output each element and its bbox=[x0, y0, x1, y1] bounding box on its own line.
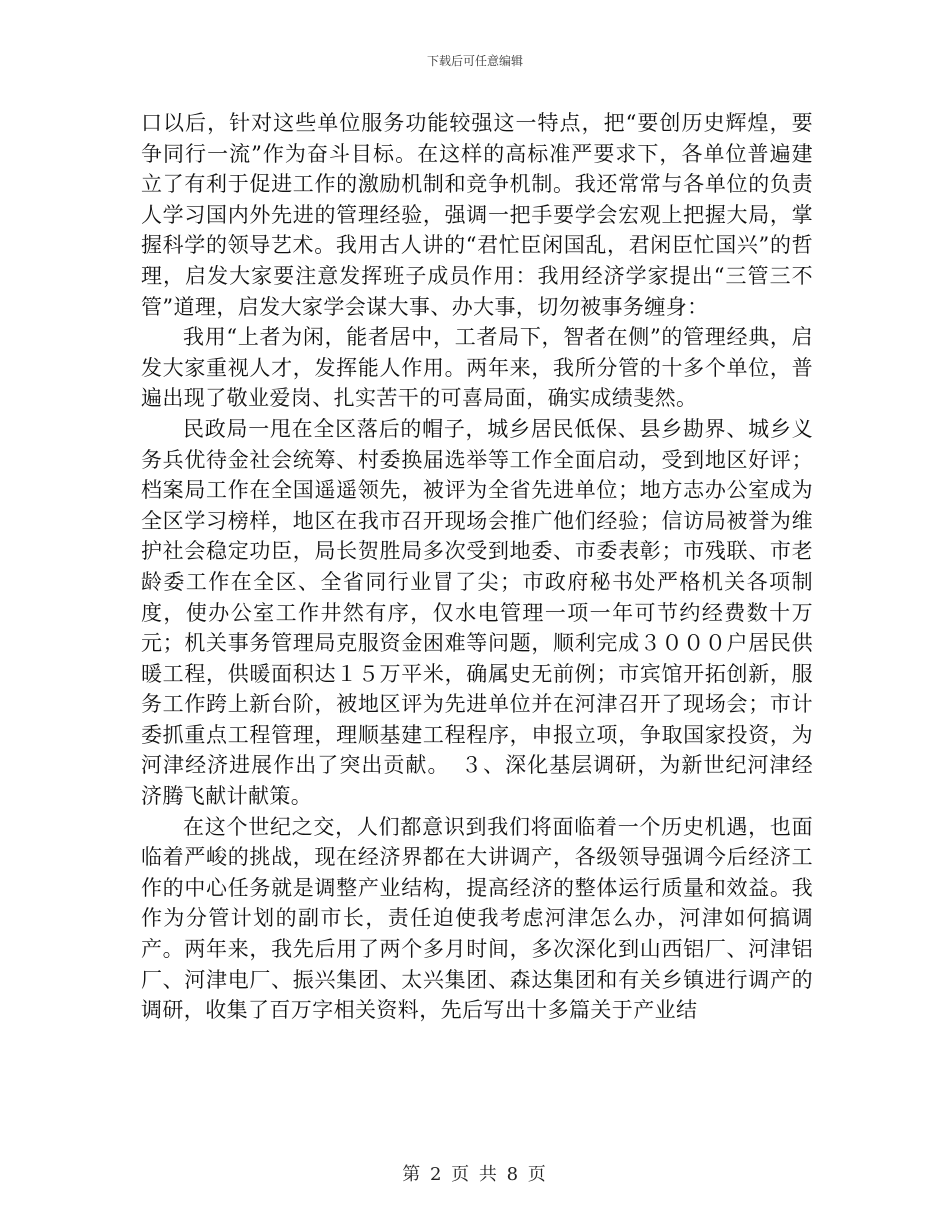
paragraph-2: 我用“上者为闲，能者居中，工者局下，智者在侧”的管理经典，启发大家重视人才，发挥能人作用。两年来，我所分管的十多个单位，普遍出现了敬业爱岗、扎实苦干的可喜局面，确实成绩斐然。 bbox=[141, 325, 813, 411]
paragraph-4: 在这个世纪之交，人们都意识到我们将面临着一个历史机遇，也面临着严峻的挑战，现在经济界都在大讲调产，各级领导强调今后经济工作的中心任务就是调整产业结构，提高经济的整体运行质量和效益。我作为分管计划的副市长，责任迫使我考虑河津怎么办，河津如何搞调产。两年来，我先后用了两个多月时间，多次深化到山西铝厂、河津铝厂、河津电厂、振兴集团、太兴集团、森达集团和有关乡镇进行调产的调研，收集了百万字相关资料，先后写出十多篇关于产业结 bbox=[141, 814, 813, 1023]
paragraph-3: 民政局一甩在全区落后的帽子，城乡居民低保、县乡勘界、城乡义务兵优待金社会统筹、村委换届选举等工作全面启动，受到地区好评；档案局工作在全国遥遥领先，被评为全省先进单位；地方志办公室成为全区学习榜样，地区在我市召开现场会推广他们经验；信访局被誉为维护社会稳定功臣，局长贺胜局多次受到地委、市委表彰；市残联、市老龄委工作在全区、全省同行业冒了尖；市政府秘书处严格机关各项制度，使办公室工作井然有序，仅水电管理一项一年可节约经费数十万元；机关事务管理局克服资金困难等问题，顺利完成３０００户居民供暖工程，供暖面积达１５万平米，确属史无前例；市宾馆开拓创新，服务工作跨上新台阶，被地区评为先进单位并在河津召开了现场会；市计委抓重点工程管理，理顺基建工程程序，申报立项，争取国家投资，为河津经济进展作出了突出贡献。 ３、深化基层调研，为新世纪河津经济腾飞献计献策。 bbox=[141, 416, 813, 809]
page-header: 下载后可任意编辑 bbox=[426, 54, 523, 68]
paragraph-1: 口以后，针对这些单位服务功能较强这一特点，把“要创历史辉煌，要争同行一流”作为奋斗目标。在这样的高标准严要求下，各单位普遍建立了有利于促进工作的激励机制和竞争机制。我还常常与各单位的负责人学习国内外先进的管理经验，强调一把手要学会宏观上把握大局，掌握科学的领导艺术。我用古人讲的“君忙臣闲国乱，君闲臣忙国兴”的哲理，启发大家要注意发挥班子成员作用：我用经济学家提出“三管三不管”道理，启发大家学会谋大事、办大事，切勿被事务缠身： bbox=[141, 111, 813, 319]
page-number: 第 2 页 共 8 页 bbox=[402, 1164, 548, 1185]
document-body bbox=[141, 108, 813, 1026]
